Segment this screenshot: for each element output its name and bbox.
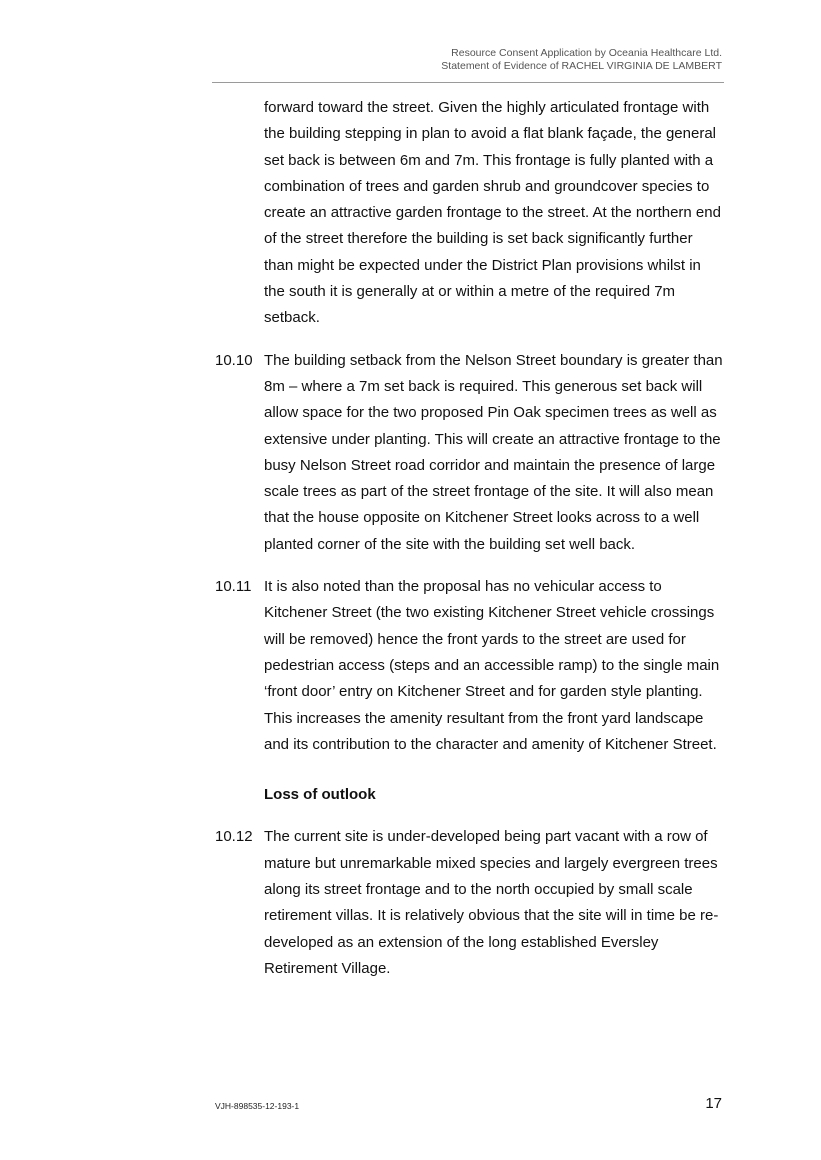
- document-body: [215, 95, 725, 998]
- paragraph-10-10: [215, 348, 725, 558]
- section-heading: Loss of outlook: [264, 786, 376, 804]
- paragraph-number: 10.10: [215, 351, 253, 369]
- header-divider: [212, 82, 724, 83]
- paragraph-10-12: [215, 824, 725, 982]
- paragraph-text: The current site is under-developed being part vacant with a row of mature but unremarkable mixed species and largely evergreen trees along its street frontage and to the north occupied by small scale retirement villas. It is relatively obvious that the site will in time be re-developed as an extension of the long established Eversley Retirement Village.: [264, 828, 719, 977]
- page-number: 17: [705, 1095, 722, 1112]
- header-title: Resource Consent Application by Oceania Healthcare Ltd.: [451, 47, 722, 59]
- paragraph-number: [215, 95, 264, 332]
- document-reference: VJH-898535-12-193-1: [215, 1101, 300, 1111]
- paragraph-number: 10.12: [215, 828, 253, 846]
- header-subtitle: Statement of Evidence of RACHEL VIRGINIA DE LAMBERT: [441, 60, 722, 72]
- paragraph-text: forward toward the street. Given the highly articulated frontage with the building stepping in plan to avoid a flat blank façade, the general set back is between 6m and 7m. This frontage is fully planted with a combination of trees and garden shrub and groundcover species to create an attractive garden frontage to the street. At the northern end of the street therefore the building is set back significantly further than might be expected under the District Plan provisions whilst in the south it is generally at or within a metre of the required 7m setback.: [264, 99, 721, 327]
- page-header: [202, 47, 722, 73]
- paragraph-continued: [215, 95, 725, 332]
- paragraph-text: It is also noted than the proposal has no vehicular access to Kitchener Street (the two existing Kitchener Street vehicle crossings will be removed) hence the front yards to the street are used for pedestrian access (steps and an accessible ramp) to the single main ‘front door’ entry on Kitchener Street and for garden style planting. This increases the amenity resultant from the front yard landscape and its contribution to the character and amenity of Kitchener Street.: [264, 578, 720, 753]
- paragraph-text: The building setback from the Nelson Street boundary is greater than 8m – where a 7m set back is required. This generous set back will allow space for the two proposed Pin Oak specimen trees as well as extensive under planting. This will create an attractive frontage to the busy Nelson Street road corridor and maintain the presence of large scale trees as part of the street frontage of the site. It will also mean that the house opposite on Kitchener Street looks across to a well planted corner of the site with the building set well back.: [264, 351, 723, 553]
- paragraph-number: 10.11: [215, 578, 252, 596]
- paragraph-10-11: [215, 574, 725, 758]
